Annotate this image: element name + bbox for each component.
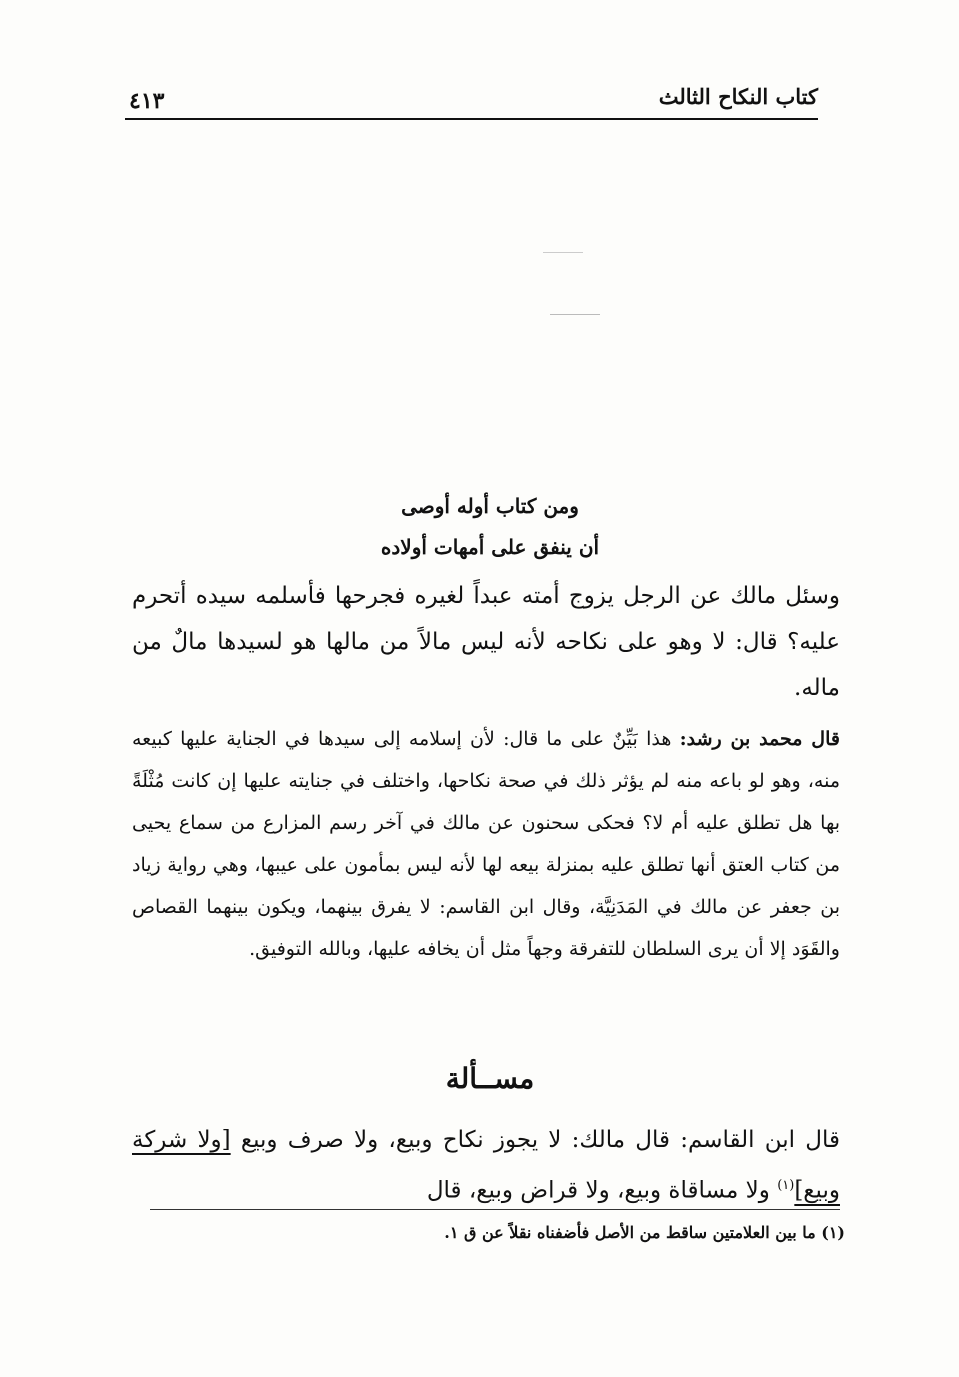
page-number: ٤١٣ bbox=[129, 88, 165, 114]
commentary-text: هذا بَيِّنٌ على ما قال: لأن إسلامه إلى سيدها في الجناية عليها كبيعه منه، وهو لو باعه منه لم يؤثر ذلك في صحة نكاحها، واختلف في جنايته عليها إن كانت مُثْلَةً بها هل تطلق عليه أم لا؟ فحكى سحنون عن مالك في آخر رسم المزارع من سماع يحيى من كتاب العتق أنها تطلق عليه بمنزلة بيعه لها لأنه ليس بمأمون على عيبها، وهي رواية زياد بن جعفر عن مالك في المَدَنِيَّة، وقال ابن القاسم: لا يفرق بينهما، ويكون بينهما القصاص والقَوَد إلا أن يرى السلطان للتفرقة وجهاً مثل أن يخافه عليها، وبالله التوفيق. bbox=[132, 728, 840, 960]
scan-artifact bbox=[543, 252, 583, 253]
section-heading-line-2: أن ينفق على أمهات أولاده bbox=[380, 535, 600, 559]
footnote: (١) ما بين العلامتين ساقط من الأصل فأضفناه نقلاً عن ق ١. bbox=[444, 1223, 845, 1242]
question-paragraph: وسئل مالك عن الرجل يزوج أمته عبداً لغيره فجرحها فأسلمه سيده أتحرم عليه؟ قال: لا وهو على نكاحه لأنه ليس مالاً من مالها هو لسيدها مالٌ من ماله. bbox=[132, 583, 840, 701]
commentary-paragraph bbox=[132, 718, 840, 970]
commentary-speaker: قال محمد بن رشد: bbox=[679, 728, 840, 750]
masala-text-after: ولا مساقاة وبيع، ولا قراض وبيع، قال bbox=[426, 1177, 778, 1204]
section-heading-line-1: ومن كتاب أوله أوصى bbox=[401, 494, 579, 518]
footnote-marker: (١) bbox=[777, 1178, 795, 1193]
header-title: كتاب النكاح الثالث bbox=[658, 84, 818, 109]
header-rule bbox=[125, 118, 818, 120]
masala-text-before: قال ابن القاسم: قال مالك: لا يجوز نكاح وبيع، ولا صرف وبيع bbox=[230, 1127, 840, 1153]
masala-bracketed-insert: [ولا شركة وبيع] bbox=[132, 1127, 840, 1204]
scan-artifact bbox=[550, 314, 600, 315]
masala-heading: مســألة bbox=[445, 1062, 535, 1095]
footnote-rule bbox=[150, 1209, 840, 1210]
masala-paragraph bbox=[132, 1117, 840, 1214]
running-header bbox=[125, 80, 818, 118]
